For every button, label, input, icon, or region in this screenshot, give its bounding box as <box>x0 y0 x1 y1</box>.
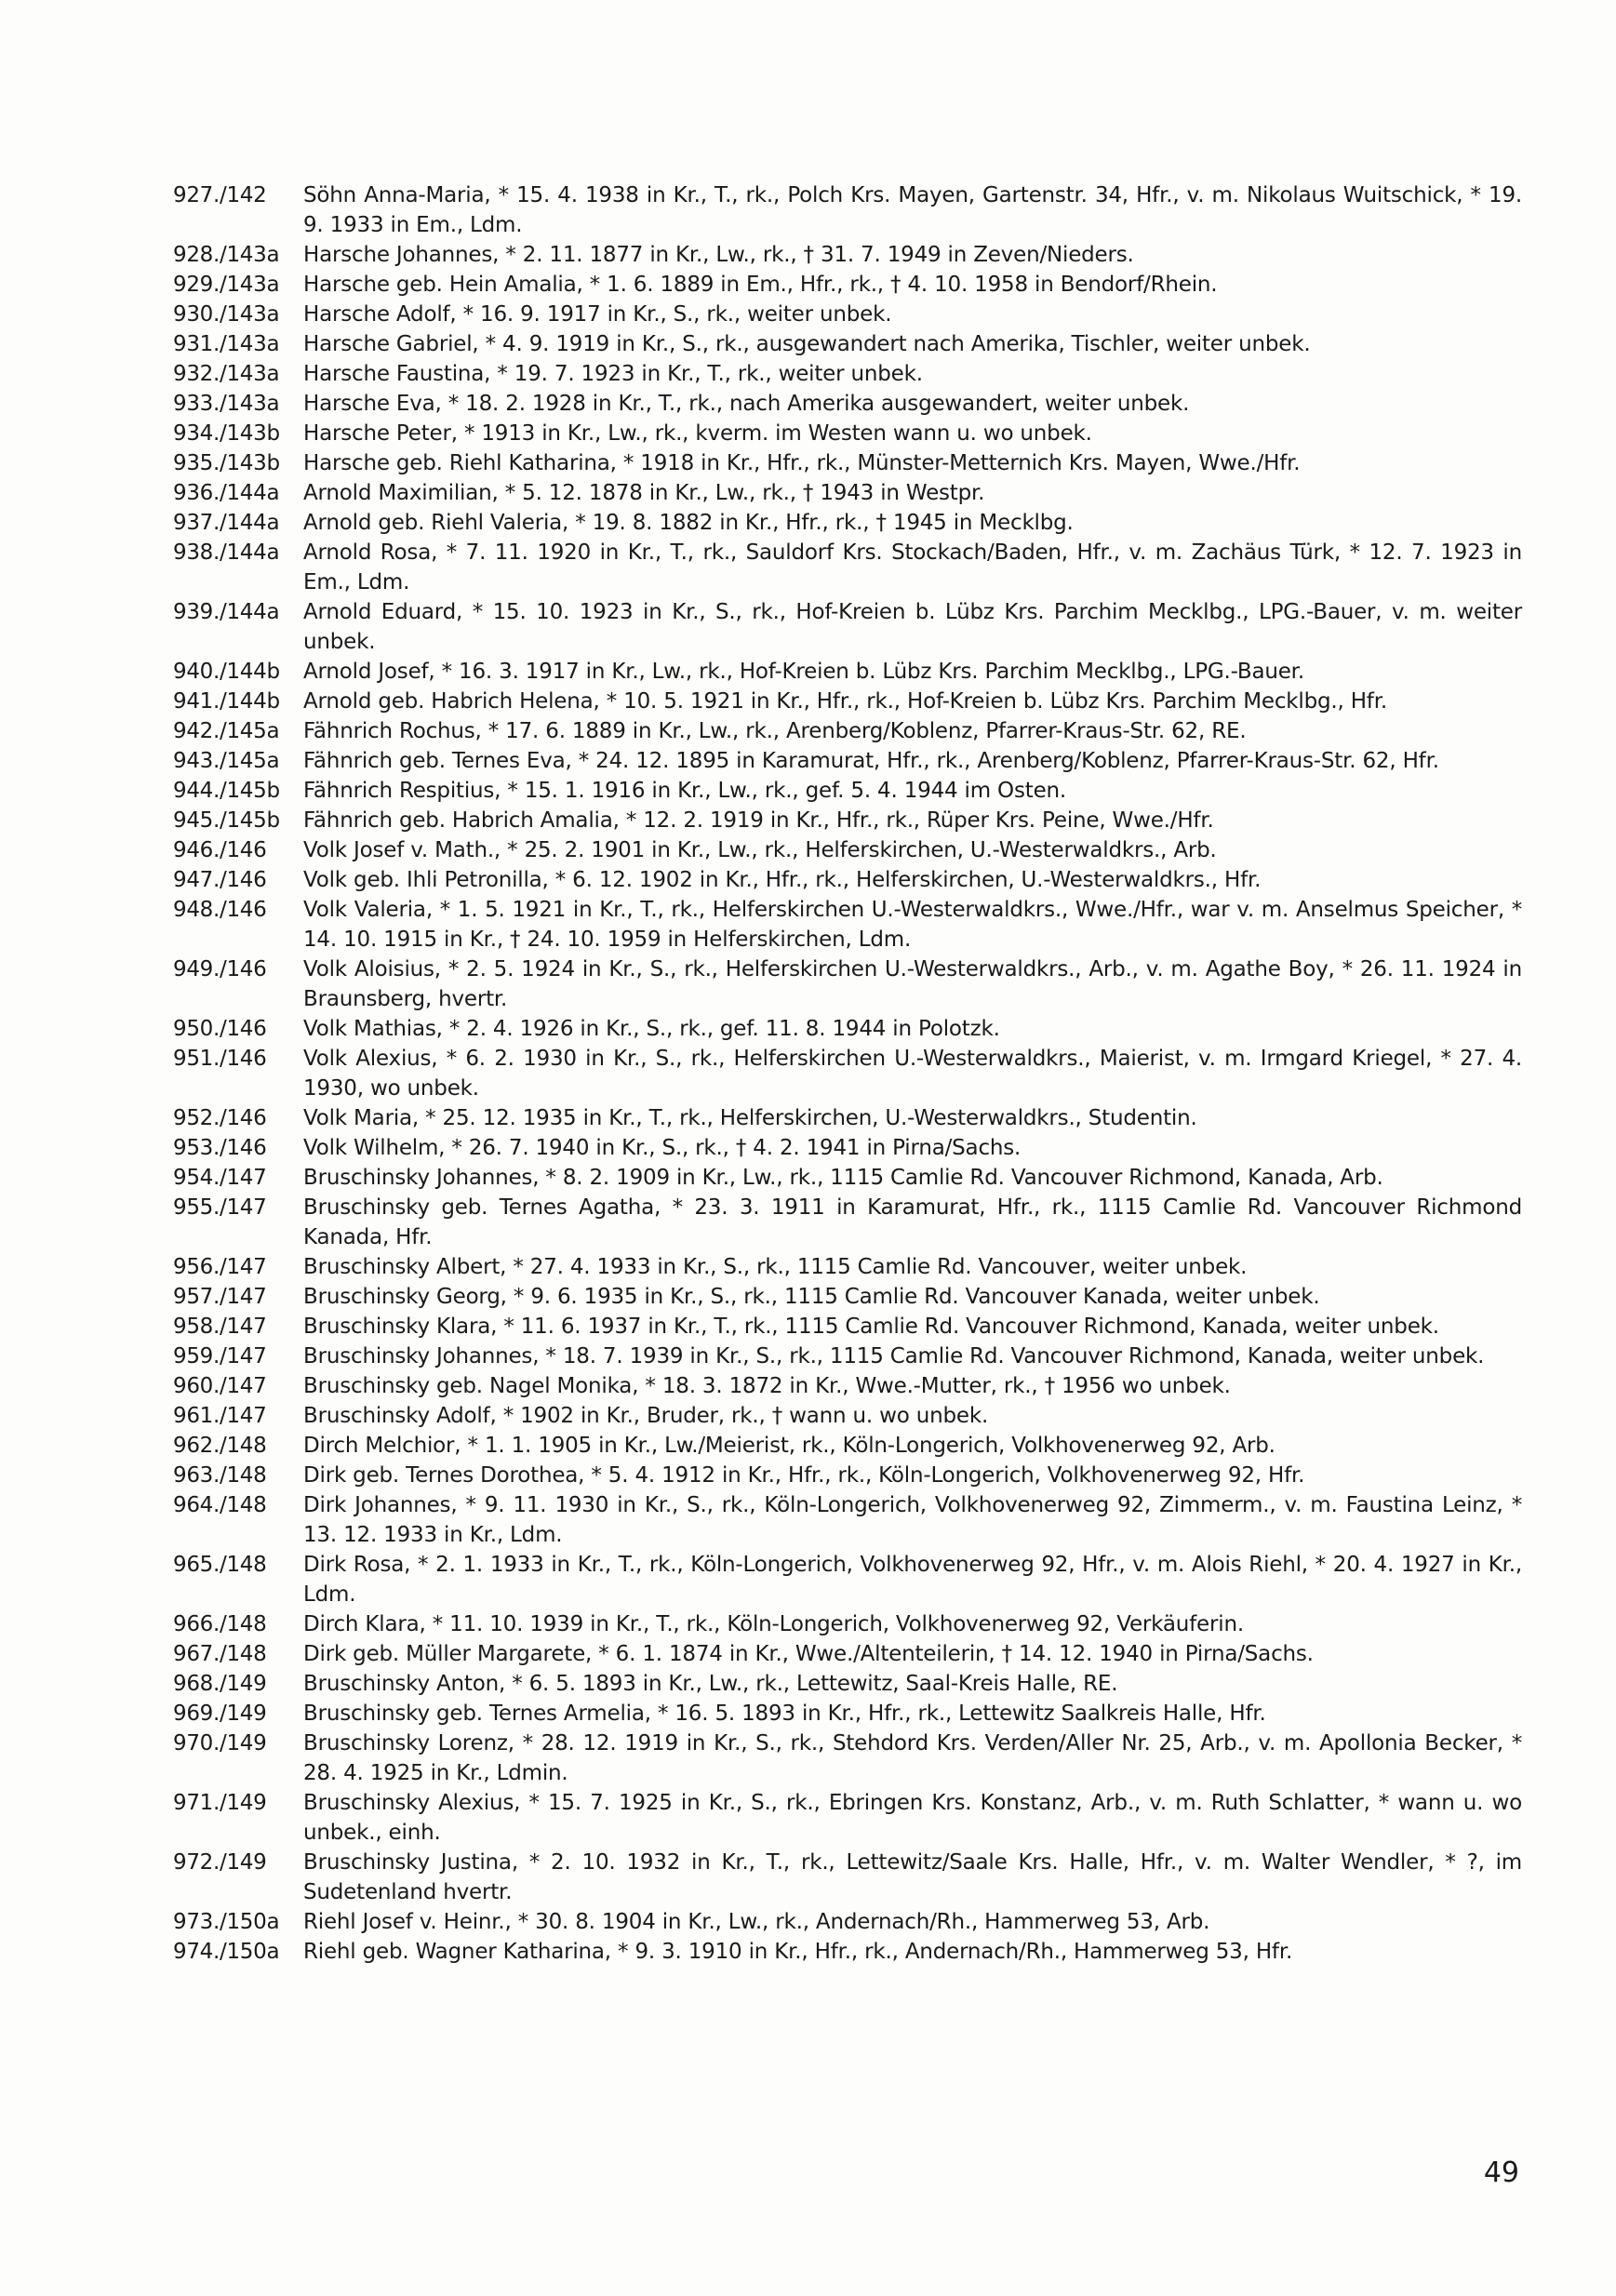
list-item <box>173 1342 1522 1371</box>
list-item <box>173 1639 1522 1669</box>
list-item <box>173 1044 1522 1103</box>
entry-number: 952./146 <box>173 1106 267 1130</box>
entry-number: 944./145b <box>173 779 280 803</box>
entry-number: 950./146 <box>173 1017 267 1041</box>
entry-number: 934./143b <box>173 421 280 446</box>
entry-number: 967./148 <box>173 1642 267 1666</box>
list-item <box>173 687 1522 716</box>
list-item <box>173 270 1522 300</box>
entry-text: Arnold Josef, * 16. 3. 1917 in Kr., Lw., rk., Hof-Kreien b. Lübz Krs. Parchim Mecklbg., LPG.-Bauer. <box>303 660 1304 684</box>
list-item <box>173 1401 1522 1431</box>
entry-text: Bruschinsky geb. Nagel Monika, * 18. 3. 1872 in Kr., Wwe.-Mutter, rk., † 1956 wo unbek. <box>303 1374 1231 1398</box>
list-item <box>173 776 1522 806</box>
entry-text: Bruschinsky geb. Ternes Agatha, * 23. 3. 1911 in Karamurat, Hfr., rk., 1115 Camlie Rd. Vancouver Richmond Kanada, Hfr. <box>303 1195 1522 1249</box>
entry-text: Fähnrich geb. Habrich Amalia, * 12. 2. 1919 in Kr., Hfr., rk., Rüper Krs. Peine, Wwe./Hfr. <box>303 808 1214 833</box>
entry-text: Dirk Rosa, * 2. 1. 1933 in Kr., T., rk., Köln-Longerich, Volkhovenerweg 92, Hfr., v. m. Alois Riehl, * 20. 4. 1927 in Kr., Ldm. <box>303 1553 1522 1607</box>
entry-number: 936./144a <box>173 481 280 505</box>
entry-text: Volk Mathias, * 2. 4. 1926 in Kr., S., rk., gef. 11. 8. 1944 in Polotzk. <box>303 1017 1000 1041</box>
list-item <box>173 1193 1522 1252</box>
entry-text: Harsche Peter, * 1913 in Kr., Lw., rk., kverm. im Westen wann u. wo unbek. <box>303 421 1092 446</box>
list-item <box>173 1014 1522 1044</box>
list-item <box>173 1609 1522 1639</box>
entry-text: Bruschinsky Justina, * 2. 10. 1932 in Kr., T., rk., Lettewitz/Saale Krs. Halle, Hfr., v. m. Walter Wendler, * ?, im Sudetenland hvertr. <box>303 1850 1522 1904</box>
entry-number: 951./146 <box>173 1047 267 1071</box>
list-item <box>173 329 1522 359</box>
entry-text: Dirch Melchior, * 1. 1. 1905 in Kr., Lw./Meierist, rk., Köln-Longerich, Volkhovenerweg 92, Arb. <box>303 1434 1275 1458</box>
entry-number: 949./146 <box>173 957 267 981</box>
list-item <box>173 1788 1522 1848</box>
list-item <box>173 1848 1522 1907</box>
list-item <box>173 1490 1522 1550</box>
entry-list <box>173 180 1522 1967</box>
list-item <box>173 835 1522 865</box>
list-item <box>173 508 1522 538</box>
entry-text: Volk Maria, * 25. 12. 1935 in Kr., T., rk., Helferskirchen, U.-Westerwaldkrs., Studentin. <box>303 1106 1197 1130</box>
list-item <box>173 657 1522 687</box>
entry-text: Bruschinsky Adolf, * 1902 in Kr., Bruder, rk., † wann u. wo unbek. <box>303 1404 989 1428</box>
entry-text: Harsche Gabriel, * 4. 9. 1919 in Kr., S., rk., ausgewandert nach Amerika, Tischler, weiter unbek. <box>303 332 1311 356</box>
entry-text: Dirk geb. Müller Margarete, * 6. 1. 1874 in Kr., Wwe./Altenteilerin, † 14. 12. 1940 in Pirna/Sachs. <box>303 1642 1314 1666</box>
entry-number: 960./147 <box>173 1374 267 1398</box>
entry-number: 938./144a <box>173 541 280 565</box>
list-item <box>173 538 1522 597</box>
entry-number: 953./146 <box>173 1136 267 1160</box>
entry-text: Dirch Klara, * 11. 10. 1939 in Kr., T., rk., Köln-Longerich, Volkhovenerweg 92, Verkäuferin. <box>303 1612 1244 1636</box>
entry-number: 965./148 <box>173 1553 267 1577</box>
list-item <box>173 1550 1522 1609</box>
entry-text: Volk geb. Ihli Petronilla, * 6. 12. 1902 in Kr., Hfr., rk., Helferskirchen, U.-Westerwaldkrs., Hfr. <box>303 868 1262 892</box>
list-item <box>173 597 1522 657</box>
entry-text: Bruschinsky Klara, * 11. 6. 1937 in Kr., T., rk., 1115 Camlie Rd. Vancouver Richmond, Kanada, weiter unbek. <box>303 1315 1439 1339</box>
entry-number: 930./143a <box>173 302 280 327</box>
list-item <box>173 419 1522 448</box>
list-item <box>173 359 1522 389</box>
entry-number: 958./147 <box>173 1315 267 1339</box>
entry-text: Bruschinsky Johannes, * 18. 7. 1939 in Kr., S., rk., 1115 Camlie Rd. Vancouver Richmond, Kanada, weiter unbek. <box>303 1344 1485 1368</box>
entry-number: 940./144b <box>173 660 280 684</box>
entry-text: Fähnrich Rochus, * 17. 6. 1889 in Kr., Lw., rk., Arenberg/Koblenz, Pfarrer-Kraus-Str. 62, RE. <box>303 719 1247 743</box>
entry-text: Bruschinsky Albert, * 27. 4. 1933 in Kr., S., rk., 1115 Camlie Rd. Vancouver, weiter unbek. <box>303 1255 1248 1279</box>
entry-text: Bruschinsky Anton, * 6. 5. 1893 in Kr., Lw., rk., Lettewitz, Saal-Kreis Halle, RE. <box>303 1672 1118 1696</box>
entry-text: Harsche geb. Riehl Katharina, * 1918 in Kr., Hfr., rk., Münster-Metternich Krs. Mayen, Wwe./Hfr. <box>303 451 1301 475</box>
list-item <box>173 1312 1522 1342</box>
entry-text: Fähnrich Respitius, * 15. 1. 1916 in Kr., Lw., rk., gef. 5. 4. 1944 im Osten. <box>303 779 1067 803</box>
list-item <box>173 240 1522 270</box>
entry-number: 961./147 <box>173 1404 267 1428</box>
list-item <box>173 1282 1522 1312</box>
entry-number: 946./146 <box>173 838 267 862</box>
list-item <box>173 180 1522 240</box>
entry-text: Bruschinsky Georg, * 9. 6. 1935 in Kr., S., rk., 1115 Camlie Rd. Vancouver Kanada, weiter unbek. <box>303 1285 1320 1309</box>
entry-text: Riehl Josef v. Heinr., * 30. 8. 1904 in Kr., Lw., rk., Andernach/Rh., Hammerweg 53, Arb. <box>303 1910 1210 1934</box>
list-item <box>173 1133 1522 1163</box>
list-item <box>173 716 1522 746</box>
list-item <box>173 478 1522 508</box>
entry-number: 964./148 <box>173 1493 267 1517</box>
entry-text: Volk Wilhelm, * 26. 7. 1940 in Kr., S., rk., † 4. 2. 1941 in Pirna/Sachs. <box>303 1136 1022 1160</box>
list-item <box>173 1669 1522 1699</box>
entry-text: Harsche Adolf, * 16. 9. 1917 in Kr., S., rk., weiter unbek. <box>303 302 892 327</box>
entry-number: 954./147 <box>173 1166 267 1190</box>
list-item <box>173 746 1522 776</box>
list-item <box>173 300 1522 329</box>
entry-text: Arnold geb. Riehl Valeria, * 19. 8. 1882 in Kr., Hfr., rk., † 1945 in Mecklbg. <box>303 511 1074 535</box>
list-item <box>173 806 1522 835</box>
list-item <box>173 954 1522 1014</box>
entry-text: Arnold Maximilian, * 5. 12. 1878 in Kr., Lw., rk., † 1943 in Westpr. <box>303 481 985 505</box>
list-item <box>173 1907 1522 1937</box>
entry-text: Volk Valeria, * 1. 5. 1921 in Kr., T., rk., Helferskirchen U.-Westerwaldkrs., Wwe./Hfr., war v. m. Anselmus Speicher, * 14. 10. 1915 in Kr., † 24. 10. 1959 in Helferskirchen, Ldm. <box>303 898 1522 952</box>
page-number: 49 <box>1483 2156 1519 2189</box>
entry-text: Volk Josef v. Math., * 25. 2. 1901 in Kr., Lw., rk., Helferskirchen, U.-Westerwaldkrs., Arb. <box>303 838 1217 862</box>
entry-number: 971./149 <box>173 1791 267 1815</box>
list-item <box>173 895 1522 954</box>
entry-text: Riehl geb. Wagner Katharina, * 9. 3. 1910 in Kr., Hfr., rk., Andernach/Rh., Hammerweg 53, Hfr. <box>303 1940 1293 1964</box>
entry-text: Volk Alexius, * 6. 2. 1930 in Kr., S., rk., Helferskirchen U.-Westerwaldkrs., Maierist, v. m. Irmgard Kriegel, * 27. 4. 1930, wo unbek. <box>303 1047 1522 1101</box>
entry-text: Arnold Rosa, * 7. 11. 1920 in Kr., T., rk., Sauldorf Krs. Stockach/Baden, Hfr., v. m. Zachäus Türk, * 12. 7. 1923 in Em., Ldm. <box>303 541 1522 594</box>
entry-number: 941./144b <box>173 689 280 714</box>
entry-number: 955./147 <box>173 1195 267 1220</box>
entry-text: Söhn Anna-Maria, * 15. 4. 1938 in Kr., T., rk., Polch Krs. Mayen, Gartenstr. 34, Hfr., v. m. Nikolaus Wuitschick, * 19. 9. 1933 in Em., Ldm. <box>303 183 1522 237</box>
entry-number: 928./143a <box>173 243 280 267</box>
list-item <box>173 1252 1522 1282</box>
entry-number: 969./149 <box>173 1702 267 1726</box>
entry-number: 943./145a <box>173 749 280 773</box>
entry-text: Harsche Johannes, * 2. 11. 1877 in Kr., Lw., rk., † 31. 7. 1949 in Zeven/Nieders. <box>303 243 1134 267</box>
entry-number: 932./143a <box>173 362 280 386</box>
entry-number: 957./147 <box>173 1285 267 1309</box>
entry-number: 942./145a <box>173 719 280 743</box>
entry-number: 956./147 <box>173 1255 267 1279</box>
entry-text: Fähnrich geb. Ternes Eva, * 24. 12. 1895 in Karamurat, Hfr., rk., Arenberg/Koblenz, Pfarrer-Kraus-Str. 62, Hfr. <box>303 749 1439 773</box>
entry-number: 973./150a <box>173 1910 280 1934</box>
entry-number: 935./143b <box>173 451 280 475</box>
list-item <box>173 1163 1522 1193</box>
entry-text: Harsche Faustina, * 19. 7. 1923 in Kr., T., rk., weiter unbek. <box>303 362 923 386</box>
entry-text: Harsche geb. Hein Amalia, * 1. 6. 1889 in Em., Hfr., rk., † 4. 10. 1958 in Bendorf/Rhein. <box>303 273 1218 297</box>
entry-text: Bruschinsky Johannes, * 8. 2. 1909 in Kr., Lw., rk., 1115 Camlie Rd. Vancouver Richmond, Kanada, Arb. <box>303 1166 1383 1190</box>
entry-text: Arnold Eduard, * 15. 10. 1923 in Kr., S., rk., Hof-Kreien b. Lübz Krs. Parchim Mecklbg., LPG.-Bauer, v. m. weiter unbek. <box>303 600 1522 654</box>
entry-text: Bruschinsky Alexius, * 15. 7. 1925 in Kr., S., rk., Ebringen Krs. Konstanz, Arb., v. m. Ruth Schlatter, * wann u. wo unbek., einh. <box>303 1791 1522 1845</box>
list-item <box>173 1461 1522 1490</box>
entry-text: Volk Aloisius, * 2. 5. 1924 in Kr., S., rk., Helferskirchen U.-Westerwaldkrs., Arb., v. m. Agathe Boy, * 26. 11. 1924 in Braunsberg, hvertr. <box>303 957 1522 1011</box>
entry-number: 939./144a <box>173 600 280 624</box>
entry-number: 927./142 <box>173 183 267 207</box>
entry-number: 933./143a <box>173 392 280 416</box>
entry-text: Harsche Eva, * 18. 2. 1928 in Kr., T., rk., nach Amerika ausgewandert, weiter unbek. <box>303 392 1190 416</box>
list-item <box>173 1103 1522 1133</box>
entry-number: 937./144a <box>173 511 280 535</box>
entry-number: 945./145b <box>173 808 280 833</box>
list-item <box>173 448 1522 478</box>
entry-number: 963./148 <box>173 1463 267 1488</box>
entry-number: 972./149 <box>173 1850 267 1875</box>
entry-number: 948./146 <box>173 898 267 922</box>
entry-text: Bruschinsky Lorenz, * 28. 12. 1919 in Kr., S., rk., Stehdord Krs. Verden/Aller Nr. 25, Arb., v. m. Apollonia Becker, * 28. 4. 1925 in Kr., Ldmin. <box>303 1731 1522 1785</box>
list-item <box>173 1371 1522 1401</box>
entry-text: Bruschinsky geb. Ternes Armelia, * 16. 5. 1893 in Kr., Hfr., rk., Lettewitz Saalkreis Halle, Hfr. <box>303 1702 1266 1726</box>
entry-number: 974./150a <box>173 1940 280 1964</box>
entry-number: 931./143a <box>173 332 280 356</box>
entry-number: 929./143a <box>173 273 280 297</box>
list-item <box>173 1699 1522 1729</box>
list-item <box>173 865 1522 895</box>
list-item <box>173 1937 1522 1967</box>
list-item <box>173 1431 1522 1461</box>
entry-number: 968./149 <box>173 1672 267 1696</box>
entry-number: 962./148 <box>173 1434 267 1458</box>
entry-number: 959./147 <box>173 1344 267 1368</box>
entry-number: 947./146 <box>173 868 267 892</box>
list-item <box>173 389 1522 419</box>
entry-text: Dirk Johannes, * 9. 11. 1930 in Kr., S., rk., Köln-Longerich, Volkhovenerweg 92, Zimmerm., v. m. Faustina Leinz, * 13. 12. 1933 in Kr., Ldm. <box>303 1493 1522 1547</box>
entry-number: 966./148 <box>173 1612 267 1636</box>
list-item <box>173 1729 1522 1788</box>
entry-text: Arnold geb. Habrich Helena, * 10. 5. 1921 in Kr., Hfr., rk., Hof-Kreien b. Lübz Krs. Parchim Mecklbg., Hfr. <box>303 689 1387 714</box>
entry-number: 970./149 <box>173 1731 267 1755</box>
entry-text: Dirk geb. Ternes Dorothea, * 5. 4. 1912 in Kr., Hfr., rk., Köln-Longerich, Volkhovenerweg 92, Hfr. <box>303 1463 1305 1488</box>
